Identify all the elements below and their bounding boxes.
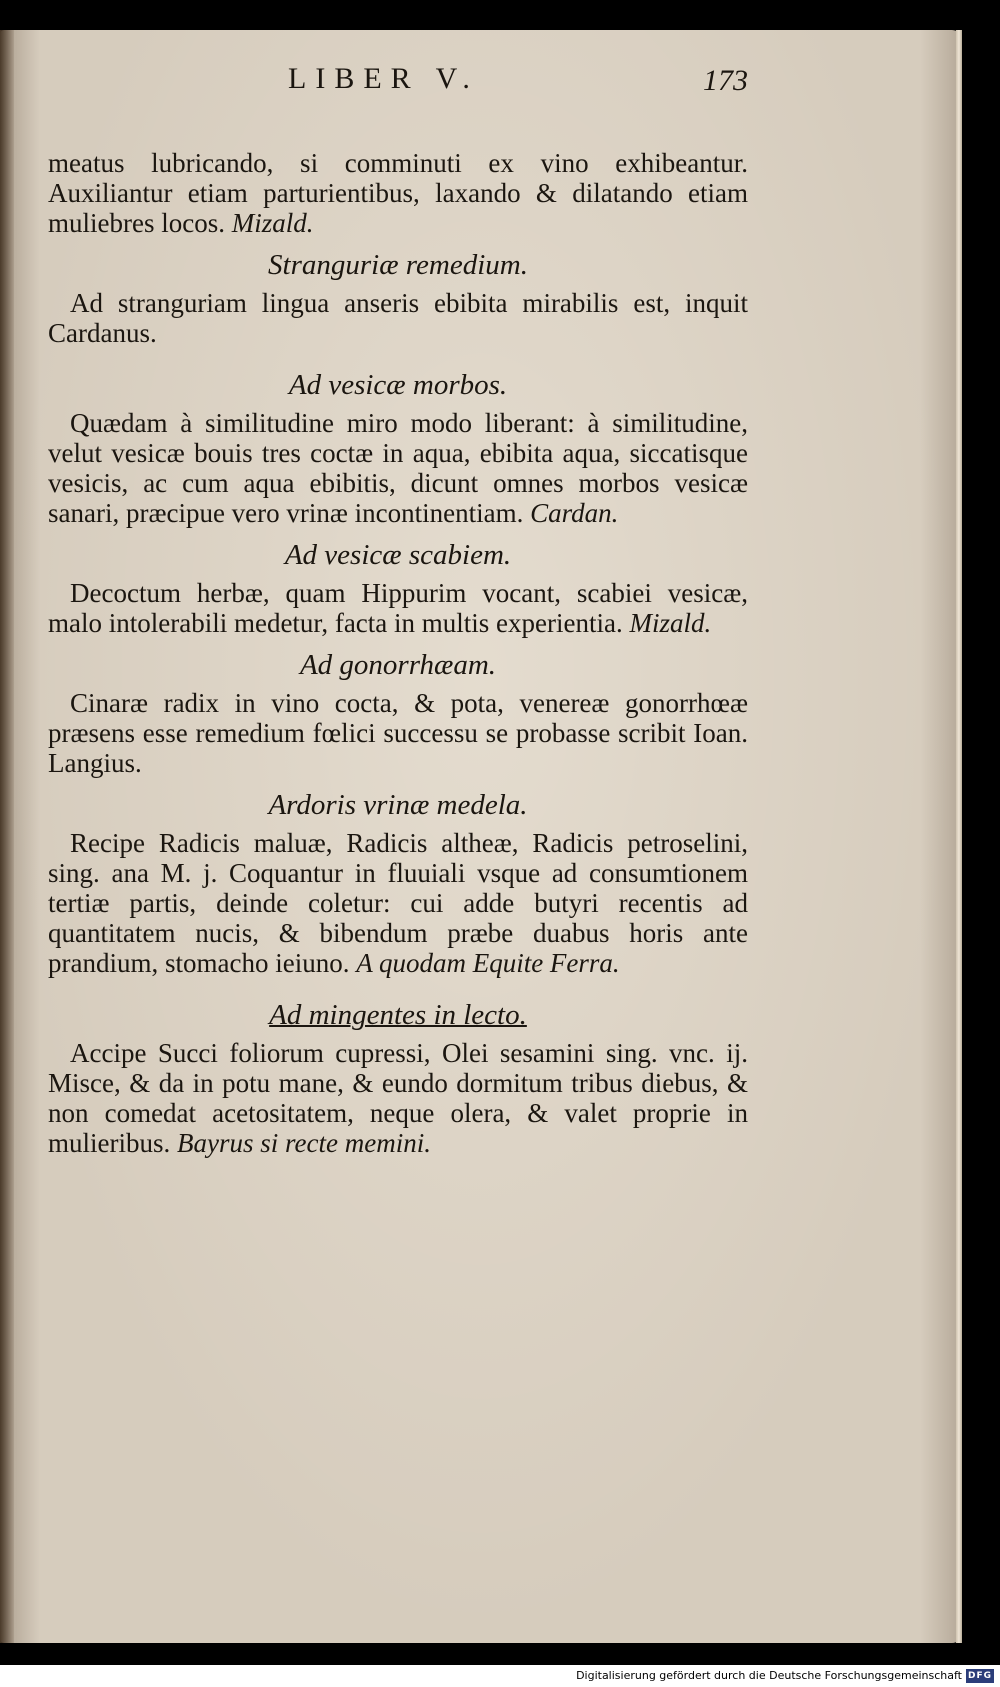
section-heading: Ad vesicæ scabiem. <box>284 539 512 571</box>
section-heading: Stranguriæ remedium. <box>268 249 528 281</box>
digitization-footer <box>0 1665 1000 1687</box>
section-heading: Ardoris vrinæ medela. <box>268 789 528 821</box>
paragraph <box>48 288 748 348</box>
dfg-logo: DFG <box>967 1671 992 1681</box>
page-gutter <box>0 30 14 1643</box>
paragraph <box>48 1038 748 1158</box>
running-title: LIBER V. <box>288 62 479 95</box>
section-heading: Ad gonorrhæam. <box>299 649 497 681</box>
paragraph-text: Cinaræ radix in vino cocta, & pota, venereæ gonorrhœæ præsens esse remedium fœlici successu se probasse scribit Ioan. Langius. <box>48 688 748 778</box>
citation: Mizald. <box>231 208 314 238</box>
paragraph <box>48 578 748 638</box>
section-heading: Ad vesicæ morbos. <box>288 369 508 401</box>
citation: Cardan. <box>530 498 619 528</box>
page-number: 173 <box>703 64 748 97</box>
paragraph-text: Decoctum herbæ, quam Hippurim vocant, scabiei vesicæ, malo intolerabili medetur, facta in multis experientia. <box>48 578 748 638</box>
book-page <box>0 30 962 1643</box>
page-edge <box>956 30 962 1643</box>
citation: Mizald. <box>629 608 712 638</box>
funding-credit: Digitalisierung gefördert durch die Deutsche Forschungsgemeinschaft <box>576 1669 962 1682</box>
paragraph-text: meatus lubricando, si comminuti ex vino exhibeantur. Auxiliantur etiam parturientibus, laxando & dilatando etiam muliebres locos. <box>48 148 748 238</box>
running-head <box>48 62 748 102</box>
paragraph-continuation <box>48 148 748 238</box>
citation: Bayrus si recte memini. <box>177 1128 431 1158</box>
paragraph-text: Accipe Succi foliorum cupressi, Olei sesamini sing. vnc. ij. Misce, & da in potu mane, & eundo dormitum tribus diebus, & non comedat acetositatem, neque olera, & valet proprie in mulieribus. <box>48 1038 748 1158</box>
paragraph-text: Ad stranguriam lingua anseris ebibita mirabilis est, inquit Cardanus. <box>48 288 748 348</box>
citation: A quodam Equite Ferra. <box>356 948 620 978</box>
paragraph-text: Recipe Radicis maluæ, Radicis altheæ, Radicis petroselini, sing. ana M. j. Coquantur in fluuiali vsque ad consumtionem tertiæ partis, deinde coletur: cui adde butyri recentis ad quantitatem nucis, & bibendum præbe duabus horis ante prandium, stomacho ieiuno. <box>48 828 748 978</box>
paragraph <box>48 828 748 978</box>
text-block <box>48 148 748 1158</box>
section-heading: Ad mingentes in lecto. <box>269 999 527 1031</box>
paragraph <box>48 408 748 528</box>
paragraph-text: Quædam à similitudine miro modo liberant: à similitudine, velut vesicæ bouis tres coctæ in aqua, ebibita aqua, siccatisque vesicis, ac cum aqua ebibitis, dicunt omnes morbos vesicæ sanari, præcipue vero vrinæ incontinentiam. <box>48 408 748 528</box>
paragraph <box>48 688 748 778</box>
